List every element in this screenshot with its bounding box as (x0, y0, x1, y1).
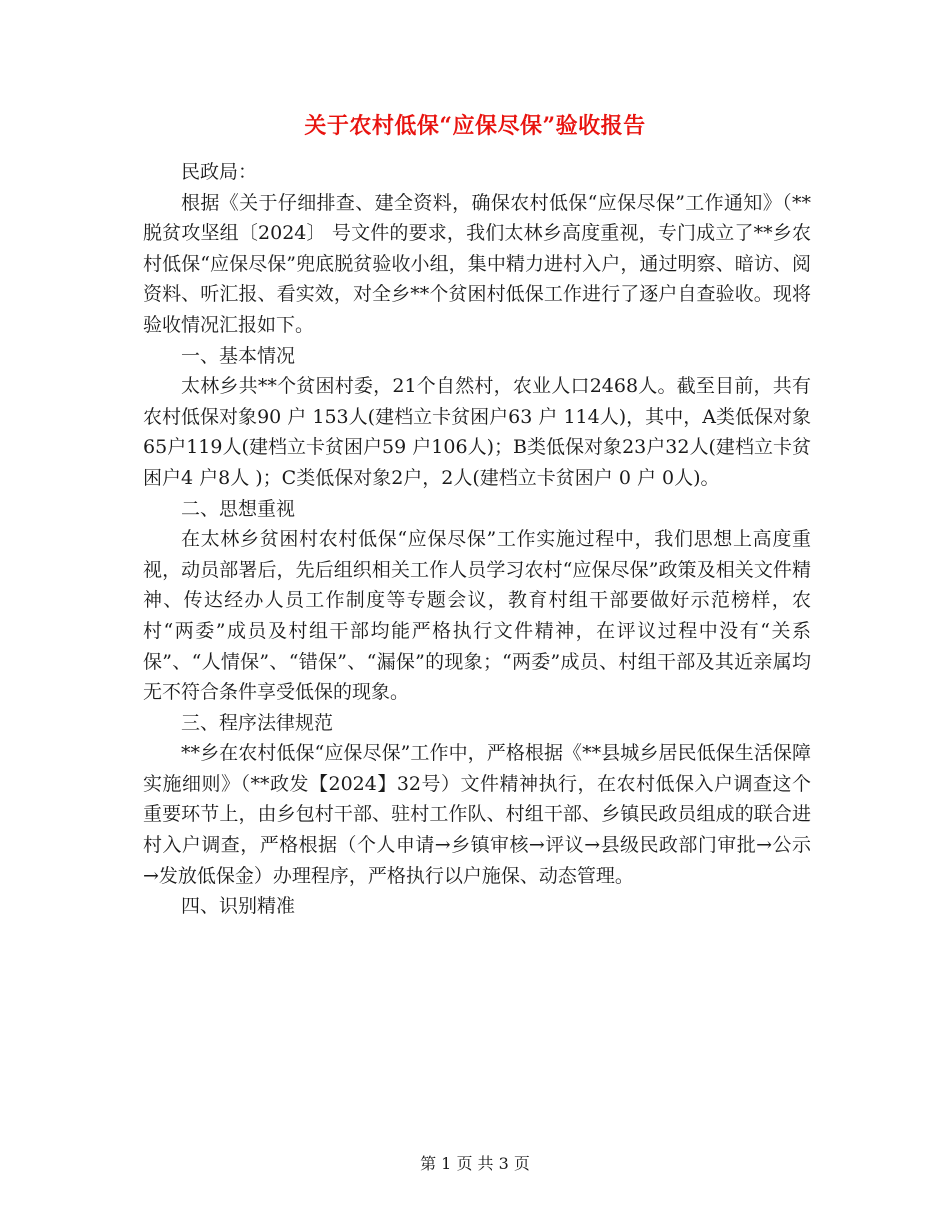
section-heading-identification: 四、识别精准 (181, 895, 296, 918)
paragraph-basic: 太林乡共**个贫困村委，21个自然村，农业人口2468人。截至目前，共有农村低保对象90 户 153人(建档立卡贫困户63 户 114人)，其中，A类低保对象65户119人(建档立卡贫困户59 户106人)；B类低保对象23户32人(建档立卡贫困户4 户8人 )；C类低保对象2户，2人(建档立卡贫困户 0 户 0人)。 (143, 375, 811, 489)
document-title: 关于农村低保“应保尽保”验收报告 (304, 113, 646, 139)
paragraph-procedure: **乡在农村低保“应保尽保”工作中，严格根据《**县城乡居民低保生活保障实施细则》（**政发【2024】32号）文件精神执行，在农村低保入户调查这个重要环节上，由乡包村干部、驻村工作队、村组干部、乡镇民政员组成的联合进村入户调查，严格根据（个人申请→乡镇审核→评议→县级民政部门审批→公示→发放低保金）办理程序，严格执行以户施保、动态管理。 (143, 742, 811, 887)
page-number-footer: 第 1 页 共 3 页 (420, 1154, 530, 1173)
salutation: 民政局： (181, 161, 258, 183)
section-heading-basic: 一、基本情况 (181, 344, 296, 367)
paragraph-attention: 在太林乡贫困村农村低保“应保尽保”工作实施过程中，我们思想上高度重视，动员部署后，先后组织相关工作人员学习农村“应保尽保”政策及相关文件精神、传达经办人员工作制度等专题会议，教育村组干部要做好示范榜样，农村“两委”成员及村组干部均能严格执行文件精神，在评议过程中没有“关系保”、“人情保”、“错保”、“漏保”的现象；“两委”成员、村组干部及其近亲属均无不符合条件享受低保的现象。 (143, 528, 811, 704)
document-body (143, 157, 811, 922)
section-heading-attention: 二、思想重视 (181, 497, 296, 520)
section-heading-procedure: 三、程序法律规范 (181, 711, 334, 734)
paragraph-intro: 根据《关于仔细排查、建全资料，确保农村低保“应保尽保”工作通知》（**脱贫攻坚组〔2024〕 号文件的要求，我们太林乡高度重视，专门成立了**乡农村低保“应保尽保”兜底脱贫验收小组，集中精力进村入户，通过明察、暗访、阅资料、听汇报、看实效，对全乡**个贫困村低保工作进行了逐户自查验收。现将验收情况汇报如下。 (143, 191, 811, 336)
